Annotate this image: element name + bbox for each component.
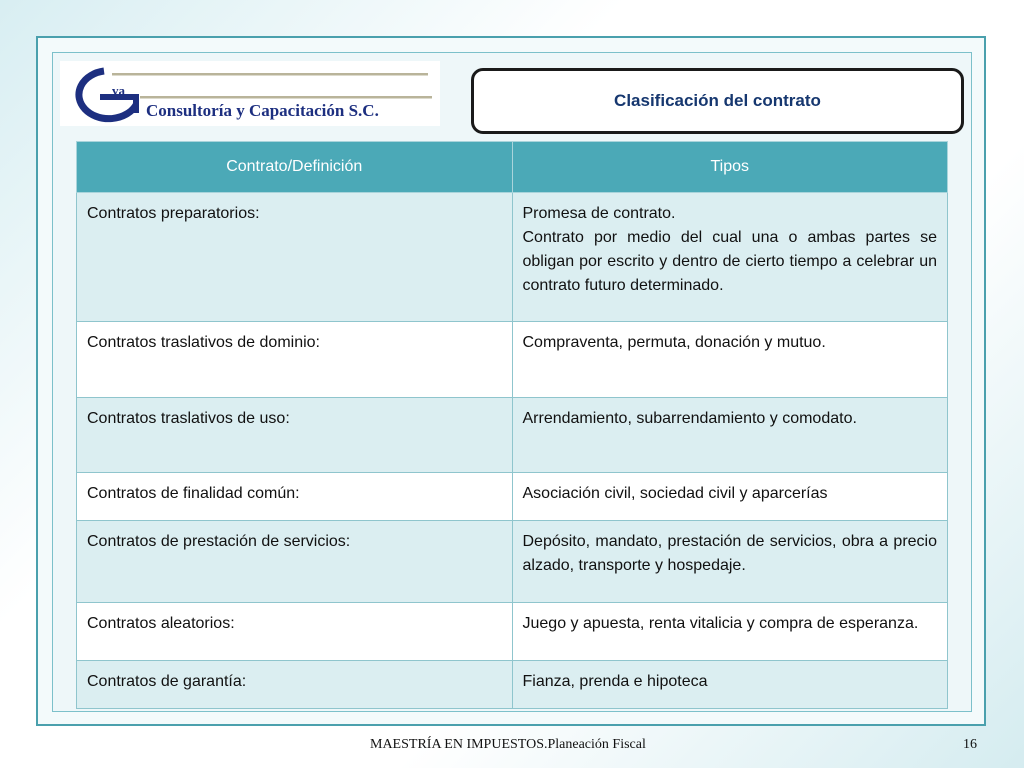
row-definicion: Contratos traslativos de uso: [77,398,513,473]
company-name: Consultoría y Capacitación S.C. [146,101,379,120]
table-row [77,603,948,661]
table-row [77,398,948,473]
row-definicion: Contratos traslativos de dominio: [77,322,513,398]
row-tipos: Fianza, prenda e hipoteca [512,661,948,709]
table-row [77,322,948,398]
table-row [77,193,948,322]
row-tipo-line: Promesa de contrato. [522,205,676,222]
table-row [77,473,948,521]
table-row [77,661,948,709]
header-definicion: Contrato/Definición [77,142,513,193]
table-row [77,521,948,603]
row-tipos: Depósito, mandato, prestación de servicios, obra a precio alzado, transporte y hospedaje. [512,521,948,603]
slide-footer [0,737,1024,757]
logo-letters: va [112,83,125,98]
title-box [471,68,964,134]
footer-course-title: MAESTRÍA EN IMPUESTOS.Planeación Fiscal [370,737,646,752]
company-logo [60,61,440,126]
row-definicion: Contratos preparatorios: [77,193,513,322]
row-tipos: Compraventa, permuta, donación y mutuo. [512,322,948,398]
row-tipos [512,193,948,322]
classification-table [76,141,948,709]
slide-title: Clasificación del contrato [614,91,821,110]
row-tipos: Arrendamiento, subarrendamiento y comodato. [512,398,948,473]
row-definicion: Contratos de finalidad común: [77,473,513,521]
row-definicion: Contratos de prestación de servicios: [77,521,513,603]
page-number: 16 [963,737,977,752]
row-definicion: Contratos de garantía: [77,661,513,709]
row-definicion: Contratos aleatorios: [77,603,513,661]
header-tipos: Tipos [512,142,948,193]
row-tipos: Juego y apuesta, renta vitalicia y compra de esperanza. [512,603,948,661]
row-tipos: Asociación civil, sociedad civil y aparcerías [512,473,948,521]
table-header-row [77,142,948,193]
row-tipo-line: Contrato por medio del cual una o ambas partes se obligan por escrito y dentro de cierto tiempo a celebrar un contrato futuro determinado. [522,229,937,294]
